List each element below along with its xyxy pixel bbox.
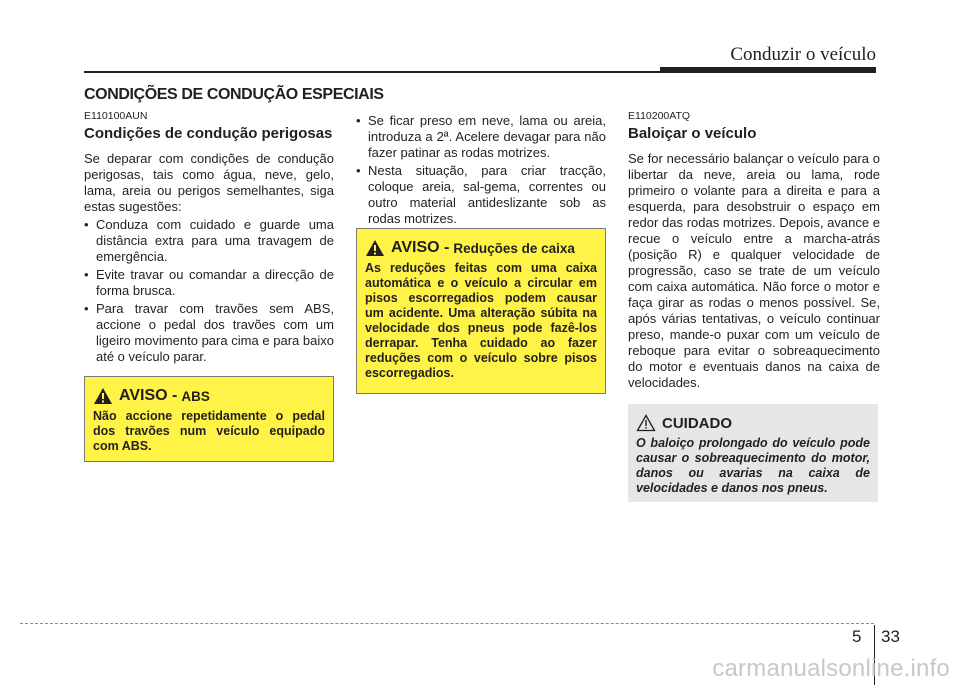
column-middle [356,111,606,229]
page-number: 33 [881,627,900,646]
warning-header [365,239,597,257]
chapter-number: 5 [852,627,862,646]
list-item: • Se ficar preso em neve, lama ou areia, introduza a 2ª. Acelere devagar para não fazer patinar as rodas motrizes. [356,113,606,160]
warning-topic: ABS [181,388,210,404]
warning-header [93,387,325,405]
warning-box-downshift [356,228,606,394]
caution-triangle-icon [636,414,656,432]
warning-label: AVISO - [391,239,450,256]
body-paragraph: Se for necessário balançar o veículo para o libertar da neve, areia ou lama, rode primeiro o volante para a direita e para a esquerda, para desobstruir o espaço em redor das rodas motrizes. Depois, avance e recue o veículo entre a marcha-atrás (posição R) e qualquer velocidade de progressão, caso se trate de um veículo com caixa automática. Não force o motor e faça girar as rodas o menos possível. Se, após várias tentativas, o veículo continuar preso, mande-o puxar com um veículo de reboque para evitar o sobreaquecimento do motor e eventuais danos na caixa de velocidades. [628,151,880,390]
warning-topic: Reduções de caixa [453,240,575,256]
section-code: E110200ATQ [628,110,691,122]
chapter-header-title: Conduzir o veículo [730,44,876,65]
watermark: carmanualsonline.info [712,655,950,682]
bullet-list [84,217,334,365]
list-item: • Conduza com cuidado e guarde uma distância extra para uma travagem de emergência. [84,217,334,264]
bullet-list [356,113,606,227]
warning-body: As reduções feitas com uma caixa automática e o veículo a circular em pisos escorregadios podem causar um acidente. Uma alteração súbita na velocidade dos pneus pode fazê-los derrapar. Tenha cuidado ao fazer reduções com o veículo sobre pisos escorregadios. [365,261,597,380]
subheading-dangerous-conditions: Condições de condução perigosas [84,125,333,142]
warning-triangle-icon [365,239,385,257]
caution-body: O baloiço prolongado do veículo pode causar o sobreaquecimento do motor, danos ou avarias na caixa de velocidades e danos nos pneus. [636,436,870,495]
warning-triangle-icon [93,387,113,405]
list-item: • Para travar com travões sem ABS, accione o pedal dos travões com um ligeiro movimento para cima e para baixo até o veículo parar. [84,301,334,364]
caution-label: CUIDADO [662,414,732,432]
header-rule-thick [660,67,876,73]
caution-header [636,414,870,432]
warning-box-abs [84,376,334,462]
column-right [628,110,880,391]
section-code: E110100AUN [84,110,148,122]
subheading-rocking-vehicle: Baloiçar o veículo [628,125,757,142]
header-rule-thin [84,71,660,73]
column-left [84,110,334,367]
section-title: CONDIÇÕES DE CONDUÇÃO ESPECIAIS [84,86,384,103]
list-item: • Evite travar ou comandar a direcção de forma brusca. [84,267,334,298]
caution-box [628,404,878,502]
warning-label: AVISO - [119,387,178,404]
intro-paragraph: Se deparar com condições de condução perigosas, tais como água, neve, gelo, lama, areia ou perigos semelhantes, siga estas sugestões: [84,151,334,214]
list-item: • Nesta situação, para criar tracção, coloque areia, sal-gema, correntes ou outro material antideslizante sob as rodas motrizes. [356,163,606,226]
warning-body: Não accione repetidamente o pedal dos travões num veículo equipado com ABS. [93,409,325,453]
footer-rule [20,623,874,624]
